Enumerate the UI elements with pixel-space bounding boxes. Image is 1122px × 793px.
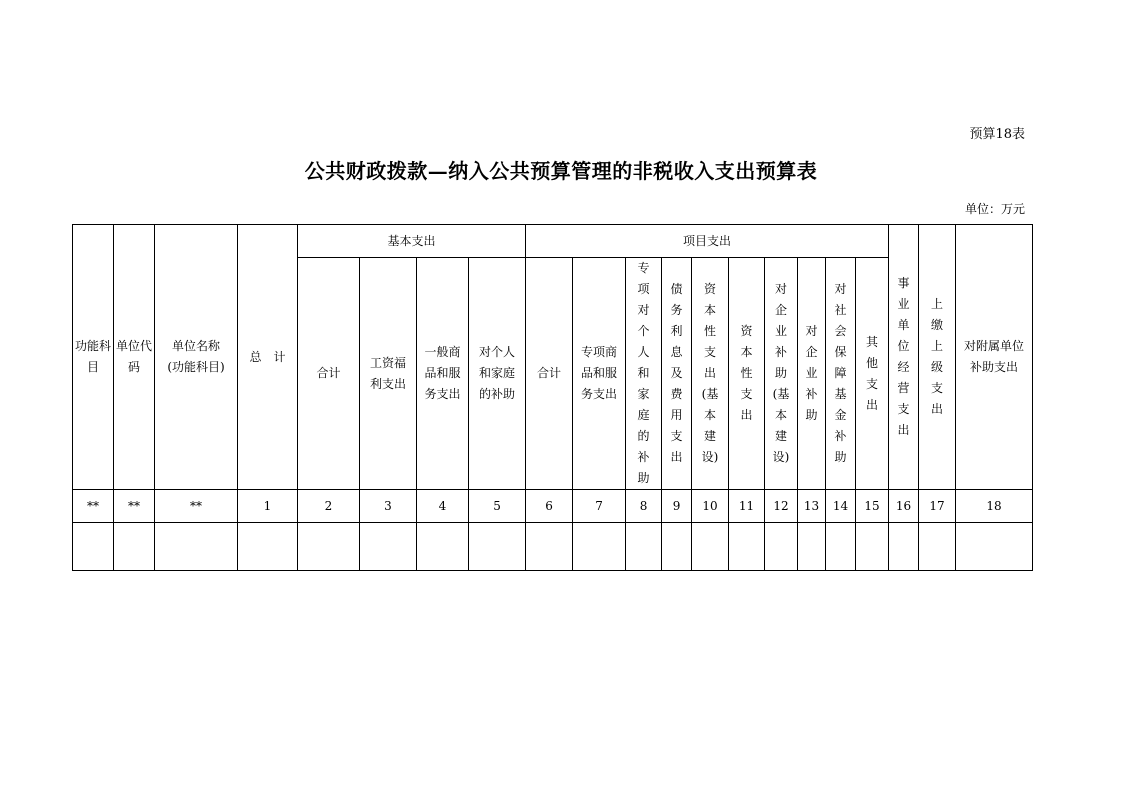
header-basic-goods: 一般商 品和服 务支出 — [417, 258, 469, 490]
budget-table — [72, 224, 1033, 571]
index-row — [73, 490, 1033, 523]
header-proj-capital: 资 本 性 支 出 — [729, 258, 765, 490]
unit-label: 单位：万元 — [964, 202, 1025, 216]
data-cell — [798, 523, 826, 571]
index-cell: 18 — [956, 490, 1033, 523]
index-cell: 16 — [889, 490, 919, 523]
data-cell — [956, 523, 1033, 571]
header-proj-capital-basic: 资 本 性 支 出 (基 本 建 设) — [692, 258, 729, 490]
header-unit-code: 单位代码 — [114, 225, 155, 490]
index-cell: 6 — [526, 490, 573, 523]
index-cell: 17 — [919, 490, 956, 523]
data-cell — [417, 523, 469, 571]
header-proj-debt: 债 务 利 息 及 费 用 支 出 — [662, 258, 692, 490]
index-cell: 3 — [360, 490, 417, 523]
header-proj-personal: 专 项 对 个 人 和 家 庭 的 补 助 — [626, 258, 662, 490]
index-cell: 4 — [417, 490, 469, 523]
data-cell — [729, 523, 765, 571]
data-cell — [298, 523, 360, 571]
index-cell: 2 — [298, 490, 360, 523]
data-cell — [856, 523, 889, 571]
data-cell — [662, 523, 692, 571]
page-title: 公共财政拨款—纳入公共预算管理的非税收入支出预算表 — [304, 159, 818, 183]
header-subsidiary: 对附属单位 补助支出 — [956, 225, 1033, 490]
header-basic-wage: 工资福 利支出 — [360, 258, 417, 490]
header-business: 事 业 单 位 经 营 支 出 — [889, 225, 919, 490]
data-cell — [155, 523, 238, 571]
index-cell: 12 — [765, 490, 798, 523]
index-cell: ** — [114, 490, 155, 523]
header-func-subject: 功能科目 — [73, 225, 114, 490]
header-proj-enterprise: 对 企 业 补 助 — [798, 258, 826, 490]
data-cell — [826, 523, 856, 571]
index-cell: 7 — [573, 490, 626, 523]
empty-data-row — [73, 523, 1033, 571]
data-cell — [765, 523, 798, 571]
data-cell — [469, 523, 526, 571]
index-cell: 15 — [856, 490, 889, 523]
header-group-basic: 基本支出 — [298, 225, 526, 258]
header-basic-total: 合计 — [298, 258, 360, 490]
index-cell: 13 — [798, 490, 826, 523]
data-cell — [360, 523, 417, 571]
data-cell — [114, 523, 155, 571]
index-cell: 14 — [826, 490, 856, 523]
data-cell — [919, 523, 956, 571]
data-cell — [626, 523, 662, 571]
index-cell: ** — [155, 490, 238, 523]
header-proj-goods: 专项商 品和服 务支出 — [573, 258, 626, 490]
index-cell: 8 — [626, 490, 662, 523]
header-proj-other: 其 他 支 出 — [856, 258, 889, 490]
header-proj-total: 合计 — [526, 258, 573, 490]
index-cell: ** — [73, 490, 114, 523]
data-cell — [692, 523, 729, 571]
index-cell: 1 — [238, 490, 298, 523]
index-cell: 11 — [729, 490, 765, 523]
header-unit-name: 单位名称 (功能科目) — [155, 225, 238, 490]
header-proj-social: 对 社 会 保 障 基 金 补 助 — [826, 258, 856, 490]
data-cell — [526, 523, 573, 571]
index-cell: 9 — [662, 490, 692, 523]
form-number: 预算18表 — [969, 127, 1025, 142]
data-cell — [238, 523, 298, 571]
header-upper: 上 缴 上 级 支 出 — [919, 225, 956, 490]
header-total: 总 计 — [238, 225, 298, 490]
data-cell — [573, 523, 626, 571]
header-group-project: 项目支出 — [526, 225, 889, 258]
data-cell — [889, 523, 919, 571]
index-cell: 5 — [469, 490, 526, 523]
header-proj-enterprise-basic: 对 企 业 补 助 (基 本 建 设) — [765, 258, 798, 490]
data-cell — [73, 523, 114, 571]
header-basic-personal: 对个人 和家庭 的补助 — [469, 258, 526, 490]
index-cell: 10 — [692, 490, 729, 523]
